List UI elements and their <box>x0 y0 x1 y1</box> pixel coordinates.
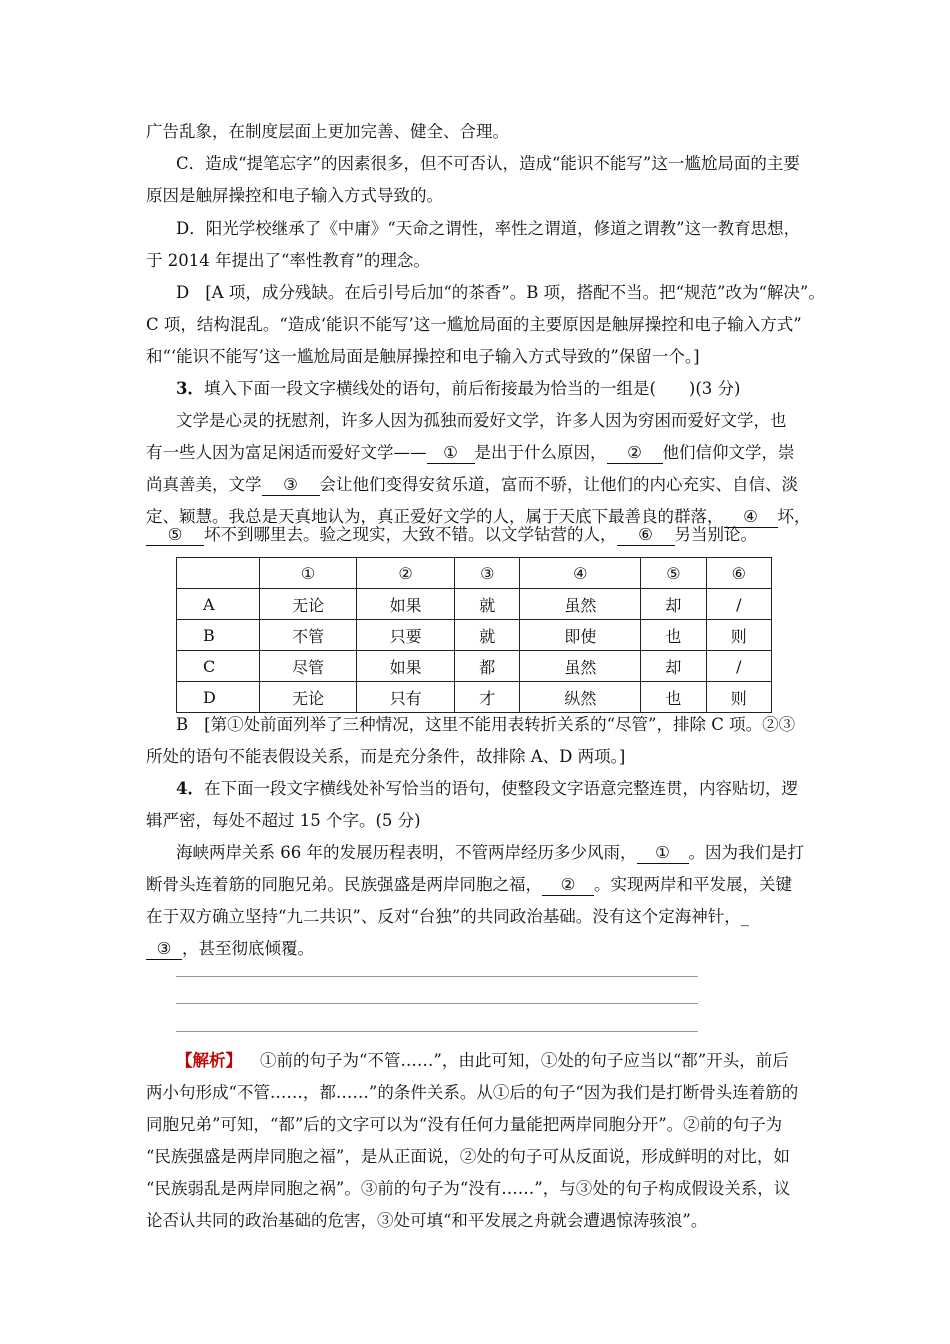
analysis-line: 论否认共同的政治基础的危害，③处可填“和平发展之舟就会遭遇惊涛骇浪”。 <box>146 1211 708 1230</box>
passage-text: 他们信仰文学，崇 <box>662 443 795 462</box>
table-cell: 才 <box>455 682 520 713</box>
blank-5: ⑤ <box>146 525 204 546</box>
option-d-line: 于 2014 年提出了“率性教育”的理念。 <box>146 251 430 270</box>
q4-stem-text: 在下面一段文字横线处补写恰当的语句，使整段文字语意完整连贯，内容贴切，逻 <box>203 779 798 798</box>
table-header-cell: ⑤ <box>641 558 706 589</box>
passage-text: ，甚至彻底倾覆。 <box>182 939 314 958</box>
q4-blank-1: ① <box>637 843 689 864</box>
table-header-cell: ① <box>260 558 357 589</box>
analysis-text: ①前的句子为“不管……”，由此可知，①处的句子应当以“都”开头，前后 <box>260 1051 789 1070</box>
analysis-line <box>176 1050 789 1072</box>
blank-1: ① <box>427 443 475 464</box>
table-header-row <box>177 558 772 589</box>
table-header-cell: ④ <box>520 558 641 589</box>
table-cell: 就 <box>455 620 520 651</box>
q4-stem-line: 辑严密，每处不超过 15 个字。(5 分) <box>146 811 421 830</box>
table-cell: 却 <box>641 651 706 682</box>
q3-number: 3． <box>176 379 204 398</box>
blank-2: ② <box>607 443 663 464</box>
q3-answer-line: 所处的语句不能表假设关系，而是充分条件，故排除 A、D 两项。] <box>146 747 626 766</box>
table-cell: 则 <box>706 620 771 651</box>
passage-text: 坏， <box>777 507 811 526</box>
table-cell: / <box>706 651 771 682</box>
answer-blank-line <box>176 976 698 977</box>
passage-text: 在于双方确立坚持“九二共识”、反对“台独”的共同政治基础。没有这个定海神针， <box>146 907 741 926</box>
q2-answer-text: [A 项，成分残缺。在后引号后加“的茶香”。B 项，搭配不当。把“规范”改为“解决”。 <box>205 283 825 302</box>
q2-answer-line: 和“‘能识不能写’这一尴尬局面是触屏操控和电子输入方式导致的”保留一个。] <box>146 347 700 366</box>
passage-text: 断骨头连着筋的同胞兄弟。民族强盛是两岸同胞之福， <box>146 875 542 894</box>
q3-passage-line-last <box>146 524 757 546</box>
analysis-line: “民族强盛是两岸同胞之福”，是从正面说，②处的句子可从反面说，形成鲜明的对比，如 <box>146 1147 790 1166</box>
q4-passage-line <box>176 842 804 864</box>
q4-blank-3: ③ <box>146 939 182 960</box>
table-cell: 也 <box>641 620 706 651</box>
table-row <box>177 682 772 713</box>
passage-text: 是出于什么原因， <box>474 443 607 462</box>
table-cell: / <box>706 589 771 620</box>
table-cell: 虽然 <box>520 589 641 620</box>
analysis-line: “民族弱乱是两岸同胞之祸”。③前的句子为“没有……”，与③处的句子构成假设关系，议 <box>146 1179 791 1198</box>
analysis-line: 同胞兄弟”可知，“都”后的文字可以为“没有任何力量能把两岸同胞分开”。②前的句子为 <box>146 1115 783 1134</box>
passage-text: 另当别论。 <box>674 525 757 544</box>
table-cell: 尽管 <box>260 651 357 682</box>
q4-passage-line <box>146 874 792 896</box>
q3-passage-line <box>146 474 798 496</box>
q3-stem <box>176 378 740 400</box>
q3-passage-line <box>146 442 795 464</box>
table-cell: 虽然 <box>520 651 641 682</box>
blank-4: ④ <box>724 507 778 528</box>
table-row <box>177 651 772 682</box>
q3-answer-text: [第①处前面列举了三种情况，这里不能用表转折关系的“尽管”，排除 C 项。②③ <box>204 715 796 734</box>
q4-passage-line <box>146 906 749 928</box>
option-c-line: C．造成“提笔忘字”的因素很多，但不可否认，造成“能识不能写”这一尴尬局面的主要 <box>176 154 800 173</box>
table-cell: 只有 <box>357 682 455 713</box>
passage-text: 海峡两岸关系 66 年的发展历程表明，不管两岸经历多少风雨， <box>176 843 637 862</box>
options-table <box>176 557 772 713</box>
q3-stem-text: 填入下面一段文字横线处的语句，前后衔接最为恰当的一组是( )(3 分) <box>203 379 741 398</box>
passage-text: 。因为我们是打 <box>688 843 804 862</box>
table-cell: 不管 <box>260 620 357 651</box>
q4-number: 4． <box>176 779 204 798</box>
table-cell: 也 <box>641 682 706 713</box>
table-cell: 都 <box>455 651 520 682</box>
table-header-cell: ③ <box>455 558 520 589</box>
q3-answer-line <box>176 714 795 736</box>
table-cell: 如果 <box>357 589 455 620</box>
table-cell: 则 <box>706 682 771 713</box>
table-cell: 如果 <box>357 651 455 682</box>
analysis-label: 【解析】 <box>176 1051 242 1070</box>
passage-text: 。实现两岸和平发展，关键 <box>594 875 792 894</box>
passage-text: 尚真善美，文学 <box>146 475 262 494</box>
passage-text: 坏不到哪里去。验之现实，大致不错。以文学钻营的人， <box>204 525 617 544</box>
table-cell: 只要 <box>357 620 455 651</box>
passage-text: 定、颖慧。我总是天真地认为，真正爱好文学的人，属于天底下最善良的群落， <box>146 507 724 526</box>
q4-blank-2: ② <box>542 875 594 896</box>
q2-answer-letter: D <box>176 283 190 302</box>
table-row <box>177 589 772 620</box>
table-cell: 无论 <box>260 589 357 620</box>
passage-text: _ <box>740 907 749 926</box>
q4-passage-line <box>146 938 314 960</box>
table-header-cell: ② <box>357 558 455 589</box>
blank-6: ⑥ <box>617 525 675 546</box>
option-label-cell: C <box>177 651 260 682</box>
option-label-cell: D <box>177 682 260 713</box>
table-header-cell <box>177 558 260 589</box>
option-c-line: 原因是触屏操控和电子输入方式导致的。 <box>146 186 443 205</box>
q2-answer-line: C 项，结构混乱。“造成‘能识不能写’这一尴尬局面的主要原因是触屏操控和电子输入方式” <box>146 315 802 334</box>
table-cell: 纵然 <box>520 682 641 713</box>
option-d-line: D．阳光学校继承了《中庸》“天命之谓性，率性之谓道，修道之谓教”这一教育思想， <box>176 219 801 238</box>
q4-stem <box>176 778 798 800</box>
table-cell: 就 <box>455 589 520 620</box>
answer-blank-line <box>176 1003 698 1004</box>
q3-answer-letter: B <box>176 715 189 734</box>
blank-3: ③ <box>262 475 320 496</box>
option-label-cell: B <box>177 620 260 651</box>
passage-text: 有一些人因为富足闲适而爱好文学—— <box>146 443 427 462</box>
answer-blank-line <box>176 1031 698 1032</box>
table-cell: 却 <box>641 589 706 620</box>
q2-answer-line <box>176 282 825 304</box>
passage-text: 会让他们变得安贫乐道，富而不骄，让他们的内心充实、自信、淡 <box>319 475 798 494</box>
table-cell: 无论 <box>260 682 357 713</box>
analysis-line: 两小句形成“不管……，都……”的条件关系。从①后的句子“因为我们是打断骨头连着筋的 <box>146 1083 799 1102</box>
option-label-cell: A <box>177 589 260 620</box>
table-cell: 即使 <box>520 620 641 651</box>
q3-passage-line: 文学是心灵的抚慰剂，许多人因为孤独而爱好文学，许多人因为穷困而爱好文学，也 <box>176 411 787 430</box>
table-row <box>177 620 772 651</box>
text-line: 广告乱象，在制度层面上更加完善、健全、合理。 <box>146 122 509 141</box>
table-header-cell: ⑥ <box>706 558 771 589</box>
